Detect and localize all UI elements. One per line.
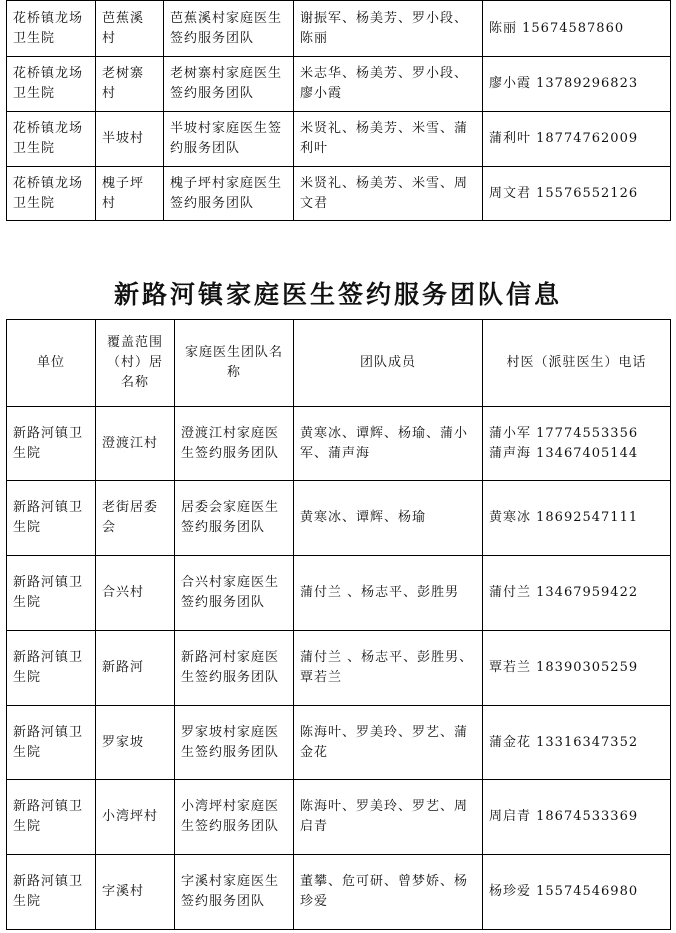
header-unit: 单位 bbox=[7, 320, 96, 407]
header-phone: 村医（派驻医生）电话 bbox=[483, 320, 671, 407]
team-name-cell: 半坡村家庭医生签约服务团队 bbox=[164, 112, 294, 167]
village-cell: 槐子坪村 bbox=[96, 167, 164, 221]
unit-cell: 新路河镇卫生院 bbox=[7, 631, 96, 706]
unit-cell: 新路河镇卫生院 bbox=[7, 855, 96, 930]
village-cell: 合兴村 bbox=[96, 556, 175, 631]
phone-cell: 蒲利叶 18774762009 bbox=[483, 112, 671, 167]
header-village: 覆盖范围（村）居名称 bbox=[96, 320, 175, 407]
table-row bbox=[7, 631, 671, 706]
members-cell: 米贤礼、杨美芳、米雪、蒲利叶 bbox=[294, 112, 483, 167]
unit-cell: 新路河镇卫生院 bbox=[7, 407, 96, 481]
phone-cell bbox=[483, 556, 671, 631]
table-row bbox=[7, 481, 671, 556]
village-cell: 新路河 bbox=[96, 631, 175, 706]
village-cell: 罗家坡 bbox=[96, 706, 175, 780]
team-table bbox=[6, 319, 671, 930]
team-name-cell: 合兴村家庭医生签约服务团队 bbox=[175, 556, 294, 631]
team-name-cell: 澄渡江村家庭医生签约服务团队 bbox=[175, 407, 294, 481]
table-row bbox=[7, 1, 671, 57]
phone-entry: 周启青 18674533369 bbox=[489, 809, 639, 824]
header-row bbox=[7, 320, 671, 407]
table-row bbox=[7, 780, 671, 855]
village-cell: 小湾坪村 bbox=[96, 780, 175, 855]
team-name-cell: 槐子坪村家庭医生签约服务团队 bbox=[164, 167, 294, 221]
team-name-cell: 居委会家庭医生签约服务团队 bbox=[175, 481, 294, 556]
village-cell: 字溪村 bbox=[96, 855, 175, 930]
members-cell: 米贤礼、杨美芳、米雪、周文君 bbox=[294, 167, 483, 221]
header-team-name: 家庭医生团队名称 bbox=[175, 320, 294, 407]
phone-entry: 蒲金花 13316347352 bbox=[489, 734, 639, 750]
members-cell: 谢振军、杨美芳、罗小段、陈丽 bbox=[294, 1, 483, 57]
phone-cell bbox=[483, 706, 671, 780]
phone-cell: 廖小霞 13789296823 bbox=[483, 57, 671, 112]
team-name-cell: 芭蕉溪村家庭医生签约服务团队 bbox=[164, 1, 294, 57]
unit-cell: 花桥镇龙场卫生院 bbox=[7, 112, 96, 167]
phone-cell: 周文君 15576552126 bbox=[483, 167, 671, 221]
phone-cell bbox=[483, 780, 671, 855]
phone-cell: 陈丽 15674587860 bbox=[483, 1, 671, 57]
unit-cell: 新路河镇卫生院 bbox=[7, 780, 96, 855]
team-name-cell: 小湾坪村家庭医生签约服务团队 bbox=[175, 780, 294, 855]
phone-cell bbox=[483, 855, 671, 930]
members-cell: 蒲付兰 、杨志平、彭胜男 bbox=[294, 556, 483, 631]
village-cell: 澄渡江村 bbox=[96, 407, 175, 481]
phone-entry: 蒲声海 13467405144 bbox=[489, 445, 639, 461]
members-cell: 黄寒冰、谭辉、杨瑜 bbox=[294, 481, 483, 556]
top-table-body bbox=[7, 1, 671, 221]
members-cell: 米志华、杨美芳、罗小段、廖小霞 bbox=[294, 57, 483, 112]
unit-cell: 花桥镇龙场卫生院 bbox=[7, 57, 96, 112]
phone-entry: 蒲付兰 13467959422 bbox=[489, 585, 639, 600]
phone-cell bbox=[483, 407, 671, 481]
members-cell: 陈海叶、罗美玲、罗艺、周启青 bbox=[294, 780, 483, 855]
table-row bbox=[7, 407, 671, 481]
top-table bbox=[6, 0, 671, 221]
phone-entry: 覃若兰 18390305259 bbox=[489, 660, 639, 675]
team-name-cell: 字溪村家庭医生签约服务团队 bbox=[175, 855, 294, 930]
table-row bbox=[7, 167, 671, 221]
village-cell: 芭蕉溪村 bbox=[96, 1, 164, 57]
section-title: 新路河镇家庭医生签约服务团队信息 bbox=[113, 280, 562, 309]
phone-cell bbox=[483, 481, 671, 556]
members-cell: 陈海叶、罗美玲、罗艺、蒲金花 bbox=[294, 706, 483, 780]
table-row bbox=[7, 706, 671, 780]
phone-cell bbox=[483, 631, 671, 706]
unit-cell: 花桥镇龙场卫生院 bbox=[7, 167, 96, 221]
members-cell: 蒲付兰 、杨志平、彭胜男、覃若兰 bbox=[294, 631, 483, 706]
unit-cell: 新路河镇卫生院 bbox=[7, 481, 96, 556]
members-cell: 黄寒冰、谭辉、杨瑜、蒲小军、蒲声海 bbox=[294, 407, 483, 481]
table-row bbox=[7, 57, 671, 112]
team-table-body bbox=[7, 407, 671, 930]
table-row bbox=[7, 855, 671, 930]
phone-entry: 黄寒冰 18692547111 bbox=[489, 510, 639, 525]
team-name-cell: 老树寨村家庭医生签约服务团队 bbox=[164, 57, 294, 112]
phone-entry: 蒲小军 17774553356 bbox=[489, 425, 639, 441]
unit-cell: 新路河镇卫生院 bbox=[7, 706, 96, 780]
header-members: 团队成员 bbox=[294, 320, 483, 407]
phone-entry: 杨珍爱 15574546980 bbox=[489, 884, 639, 899]
team-name-cell: 罗家坡村家庭医生签约服务团队 bbox=[175, 706, 294, 780]
members-cell: 董攀、危可研、曾梦娇、杨珍爱 bbox=[294, 855, 483, 930]
village-cell: 老树寨村 bbox=[96, 57, 164, 112]
table-row bbox=[7, 112, 671, 167]
village-cell: 老街居委会 bbox=[96, 481, 175, 556]
unit-cell: 新路河镇卫生院 bbox=[7, 556, 96, 631]
unit-cell: 花桥镇龙场卫生院 bbox=[7, 1, 96, 57]
table-row bbox=[7, 556, 671, 631]
village-cell: 半坡村 bbox=[96, 112, 164, 167]
team-name-cell: 新路河村家庭医生签约服务团队 bbox=[175, 631, 294, 706]
